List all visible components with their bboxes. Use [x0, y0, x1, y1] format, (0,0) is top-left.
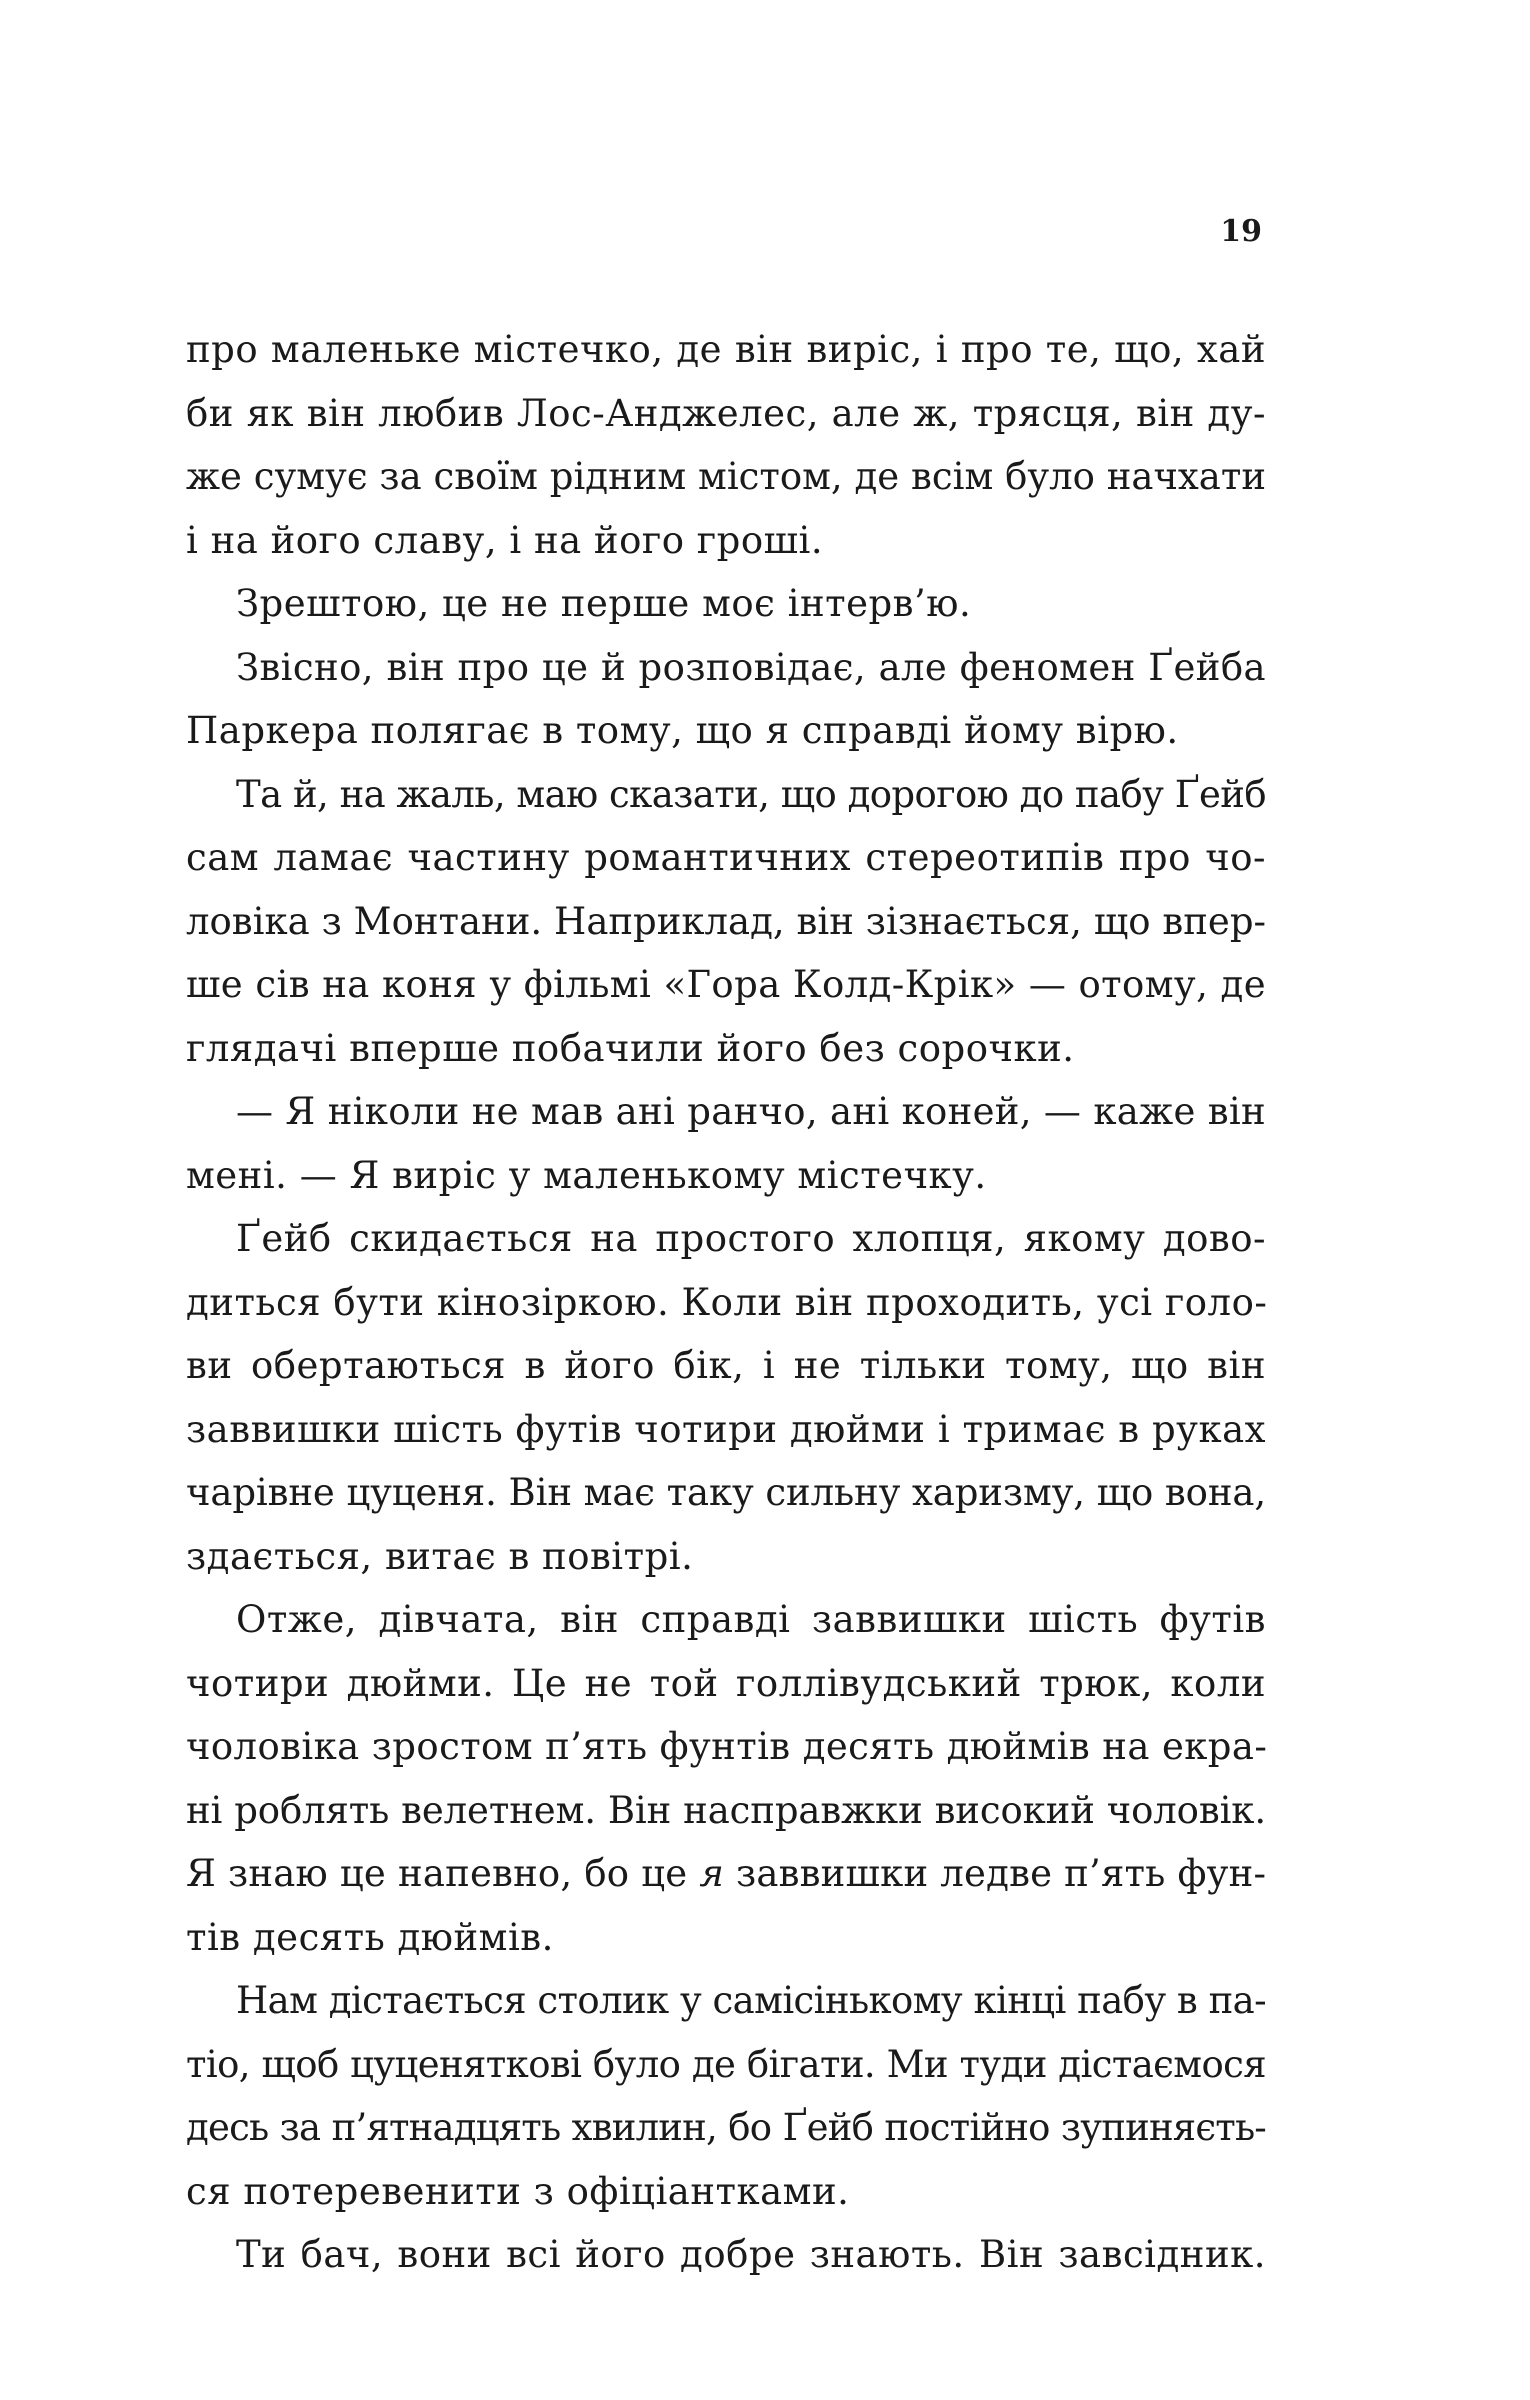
- text-line: десь за п’ятнадцять хвилин, бо Ґейб постійно зупиняєть-: [186, 2106, 1266, 2149]
- text-line: [186, 1842, 1266, 1906]
- text-line: глядачі вперше побачили його без сорочки.: [186, 1026, 1075, 1070]
- text-line: ні роблять велетнем. Він насправжки високий чоловік.: [186, 1788, 1266, 1832]
- text-line: тів десять дюймів.: [186, 1915, 554, 1959]
- text-line: Ти бач, вони всі його добре знають. Він завсідник.: [236, 2233, 1266, 2276]
- text-line: Нам дістається столик у самісінькому кінці пабу в па-: [236, 1979, 1266, 2022]
- text-line: тіо, щоб цуценяткові було де бігати. Ми туди дістаємося: [186, 2042, 1266, 2086]
- text-line: Паркера полягає в тому, що я справді йому вірю.: [186, 709, 1179, 752]
- text-line: — Я ніколи не мав ані ранчо, ані коней, — каже він: [236, 1090, 1266, 1133]
- text-segment: Я знаю це напевно, бо це: [186, 1852, 700, 1895]
- text-line: мені. — Я виріс у маленькому містечку.: [186, 1153, 987, 1197]
- text-line: же сумує за своїм рідним містом, де всім було начхати: [186, 455, 1266, 498]
- text-line: Та й, на жаль, маю сказати, що дорогою до пабу Ґейб: [236, 772, 1266, 816]
- text-line: Зрештою, це не перше моє інтерв’ю.: [236, 582, 972, 625]
- text-line: би як він любив Лос-Анджелес, але ж, трясця, він ду-: [186, 391, 1266, 435]
- text-line: чарівне цуценя. Він має таку сильну харизму, що вона,: [186, 1471, 1266, 1514]
- text-line: ви обертаються в його бік, і не тільки тому, що він: [186, 1344, 1266, 1387]
- text-line: диться бути кінозіркою. Коли він проходить, усі голо-: [186, 1280, 1268, 1324]
- text-line: і на його славу, і на його гроші.: [186, 518, 824, 562]
- text-line: Ґейб скидається на простого хлопця, якому дово-: [236, 1217, 1266, 1260]
- text-line: ловіка з Монтани. Наприклад, він зізнається, що впер-: [186, 899, 1266, 943]
- text-segment: заввишки ледве п’ять фун-: [724, 1852, 1267, 1895]
- text-line: про маленьке містечко, де він виріс, і про те, що, хай: [186, 328, 1266, 371]
- text-line: Отже, дівчата, він справді заввишки шість футів: [236, 1598, 1266, 1641]
- page-number: 19: [1220, 214, 1262, 249]
- text-line: заввишки шість футів чотири дюйми і тримає в руках: [186, 1407, 1266, 1451]
- body-text: [186, 318, 1266, 2287]
- text-line: чоловіка зростом п’ять фунтів десять дюймів на екра-: [186, 1725, 1268, 1768]
- emphasized-word: я: [699, 1852, 725, 1895]
- text-line: Звісно, він про це й розповідає, але феномен Ґейба: [236, 645, 1266, 689]
- text-line: чотири дюйми. Це не той голлівудський трюк, коли: [186, 1661, 1266, 1705]
- text-line: здається, витає в повітрі.: [186, 1534, 694, 1578]
- text-line: сам ламає частину романтичних стереотипів про чо-: [186, 836, 1266, 879]
- text-line: ся потеревенити з офіціантками.: [186, 2169, 850, 2213]
- text-line: ше сів на коня у фільмі «Гора Колд-Крік» — отому, де: [186, 963, 1266, 1006]
